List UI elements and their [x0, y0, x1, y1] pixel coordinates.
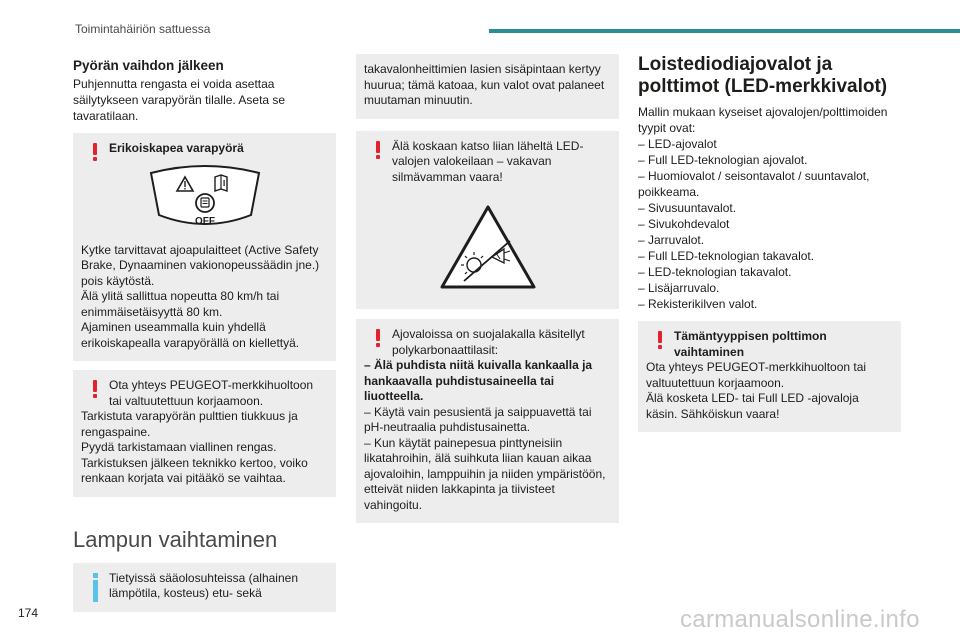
section-title-bulb-change: Lampun vaihtaminen — [73, 526, 278, 552]
space-saver-line-3: Ajaminen useammalla kuin yhdellä erikoiskapealla varapyörällä on kiellettyä. — [81, 320, 300, 350]
warning-icon — [376, 141, 381, 158]
list-item: – Sivukohdevalot — [638, 217, 730, 231]
heading-led-lamps: Loistediodiajovalot ja polttimot (LED-merkkivalot) — [638, 54, 888, 97]
info-box-continued — [356, 54, 619, 119]
warning-title-led-replacement: Tämäntyyppisen polttimon vaihtaminen — [646, 329, 893, 360]
page-number: 174 — [18, 606, 39, 620]
dashboard-warning-figure — [145, 163, 265, 233]
space-saver-line-1: Kytke tarvittavat ajoapulaitteet (Active Safety Brake, Dynaaminen vakionopeussäädin jne.) pois käytöstä. — [81, 242, 320, 288]
column-3 — [638, 54, 901, 432]
column-2 — [356, 54, 619, 523]
dealer-line-1: Tarkistuta varapyörän pulttien tiukkuus ja rengaspaine. — [81, 409, 298, 439]
dealer-line-3: Tarkistuksen jälkeen teknikko kertoo, voiko renkaan korjata vai pitääkö se vaihtaa. — [81, 455, 308, 485]
info-icon — [93, 573, 98, 599]
warning-title-space-saver: Erikoiskapea varapyörä — [81, 141, 328, 157]
list-item: – Lisäjarruvalo. — [638, 281, 720, 295]
warning-title-polycarbonate: Ajovaloissa on suojalakalla käsitellyt polykarbonaattilasit: — [364, 327, 611, 358]
dealer-line-2: Pyydä tarkistamaan viallinen rengas. — [81, 440, 277, 454]
led-replacement-line-2: Älä kosketa LED- tai Full LED -ajovaloja käsin. Sähköiskun vaara! — [646, 391, 859, 421]
off-label: OFF — [194, 215, 215, 227]
led-eye-hazard-figure — [438, 203, 538, 291]
list-item: – Sivusuuntavalot. — [638, 201, 737, 215]
warning-icon — [376, 329, 381, 346]
list-item: – LED-teknologian takavalot. — [638, 265, 792, 279]
header-accent-bar — [489, 29, 960, 33]
list-item: – Huomiovalot / seisontavalot / suuntavalot, poikkeama. — [638, 169, 870, 199]
running-header: Toimintahäiriön sattuessa — [75, 22, 211, 36]
list-item: – Full LED-teknologian ajovalot. — [638, 153, 808, 167]
led-replacement-line-1: Ota yhteys PEUGEOT-merkkihuoltoon tai valtuutettuun korjaamoon. — [646, 360, 867, 390]
warning-box-polycarbonate — [356, 319, 619, 523]
polycarbonate-bold-line: – Älä puhdista niitä kuivalla kankaalla ja hankaavalla puhdistusaineella tai liuotteella. — [364, 358, 593, 403]
polycarbonate-line-2: – Kun käytät painepesua pinttyneisiin likatahroihin, älä suihkuta liian kauan aikaa ajovaloihin, lamppuihin ja niiden ympäristöön, etteivät niiden lakkapinta ja tiivisteet vahingoitu. — [364, 435, 606, 512]
warning-box-led-replacement — [638, 321, 901, 432]
list-item: – Jarruvalot. — [638, 233, 705, 247]
watermark: carmanualsonline.info — [680, 606, 920, 633]
warning-box-led-eyes — [356, 131, 619, 310]
list-item: – LED-ajovalot — [638, 137, 717, 151]
polycarbonate-line-1: – Käytä vain pesusientä ja saippuavettä tai pH-neutraalia puhdistusainetta. — [364, 404, 592, 434]
warning-text-led-eyes: Älä koskaan katso liian läheltä LED-valojen valokeilaan – vakavan silmävamman vaara! — [364, 139, 611, 186]
heading-after-wheel-change: Pyörän vaihdon jälkeen — [73, 58, 224, 73]
list-item: – Full LED-teknologian takavalot. — [638, 249, 815, 263]
paragraph-flat-tyre: Puhjennutta rengasta ei voida asettaa säilytykseen varapyörän tilalle. Aseta se tavaratilaan. — [73, 77, 286, 123]
warning-icon — [93, 380, 98, 397]
space-saver-line-2: Älä ylitä sallittua nopeutta 80 km/h tai enimmäisetäisyyttä 80 km. — [81, 289, 280, 319]
warning-icon — [658, 331, 663, 348]
condensation-continued-text: takavalonheittimien lasien sisäpintaan kertyy huurua; tämä katoaa, kun valot ovat palaneet muutaman minuutin. — [364, 62, 605, 107]
info-box-condensation — [73, 563, 336, 612]
column-1 — [73, 54, 336, 612]
warning-box-space-saver — [73, 133, 336, 361]
paragraph-lamp-types: Mallin mukaan kyseiset ajovalojen/polttimoiden tyypit ovat: — [638, 105, 888, 135]
warning-title-dealer: Ota yhteys PEUGEOT-merkkihuoltoon tai valtuutettuun korjaamoon. — [81, 378, 328, 409]
warning-box-dealer — [73, 370, 336, 497]
list-item: – Rekisterikilven valot. — [638, 297, 758, 311]
info-text-condensation: Tietyissä sääolosuhteissa (alhainen lämpötila, kosteus) etu- sekä — [81, 571, 328, 602]
warning-icon — [93, 143, 98, 160]
